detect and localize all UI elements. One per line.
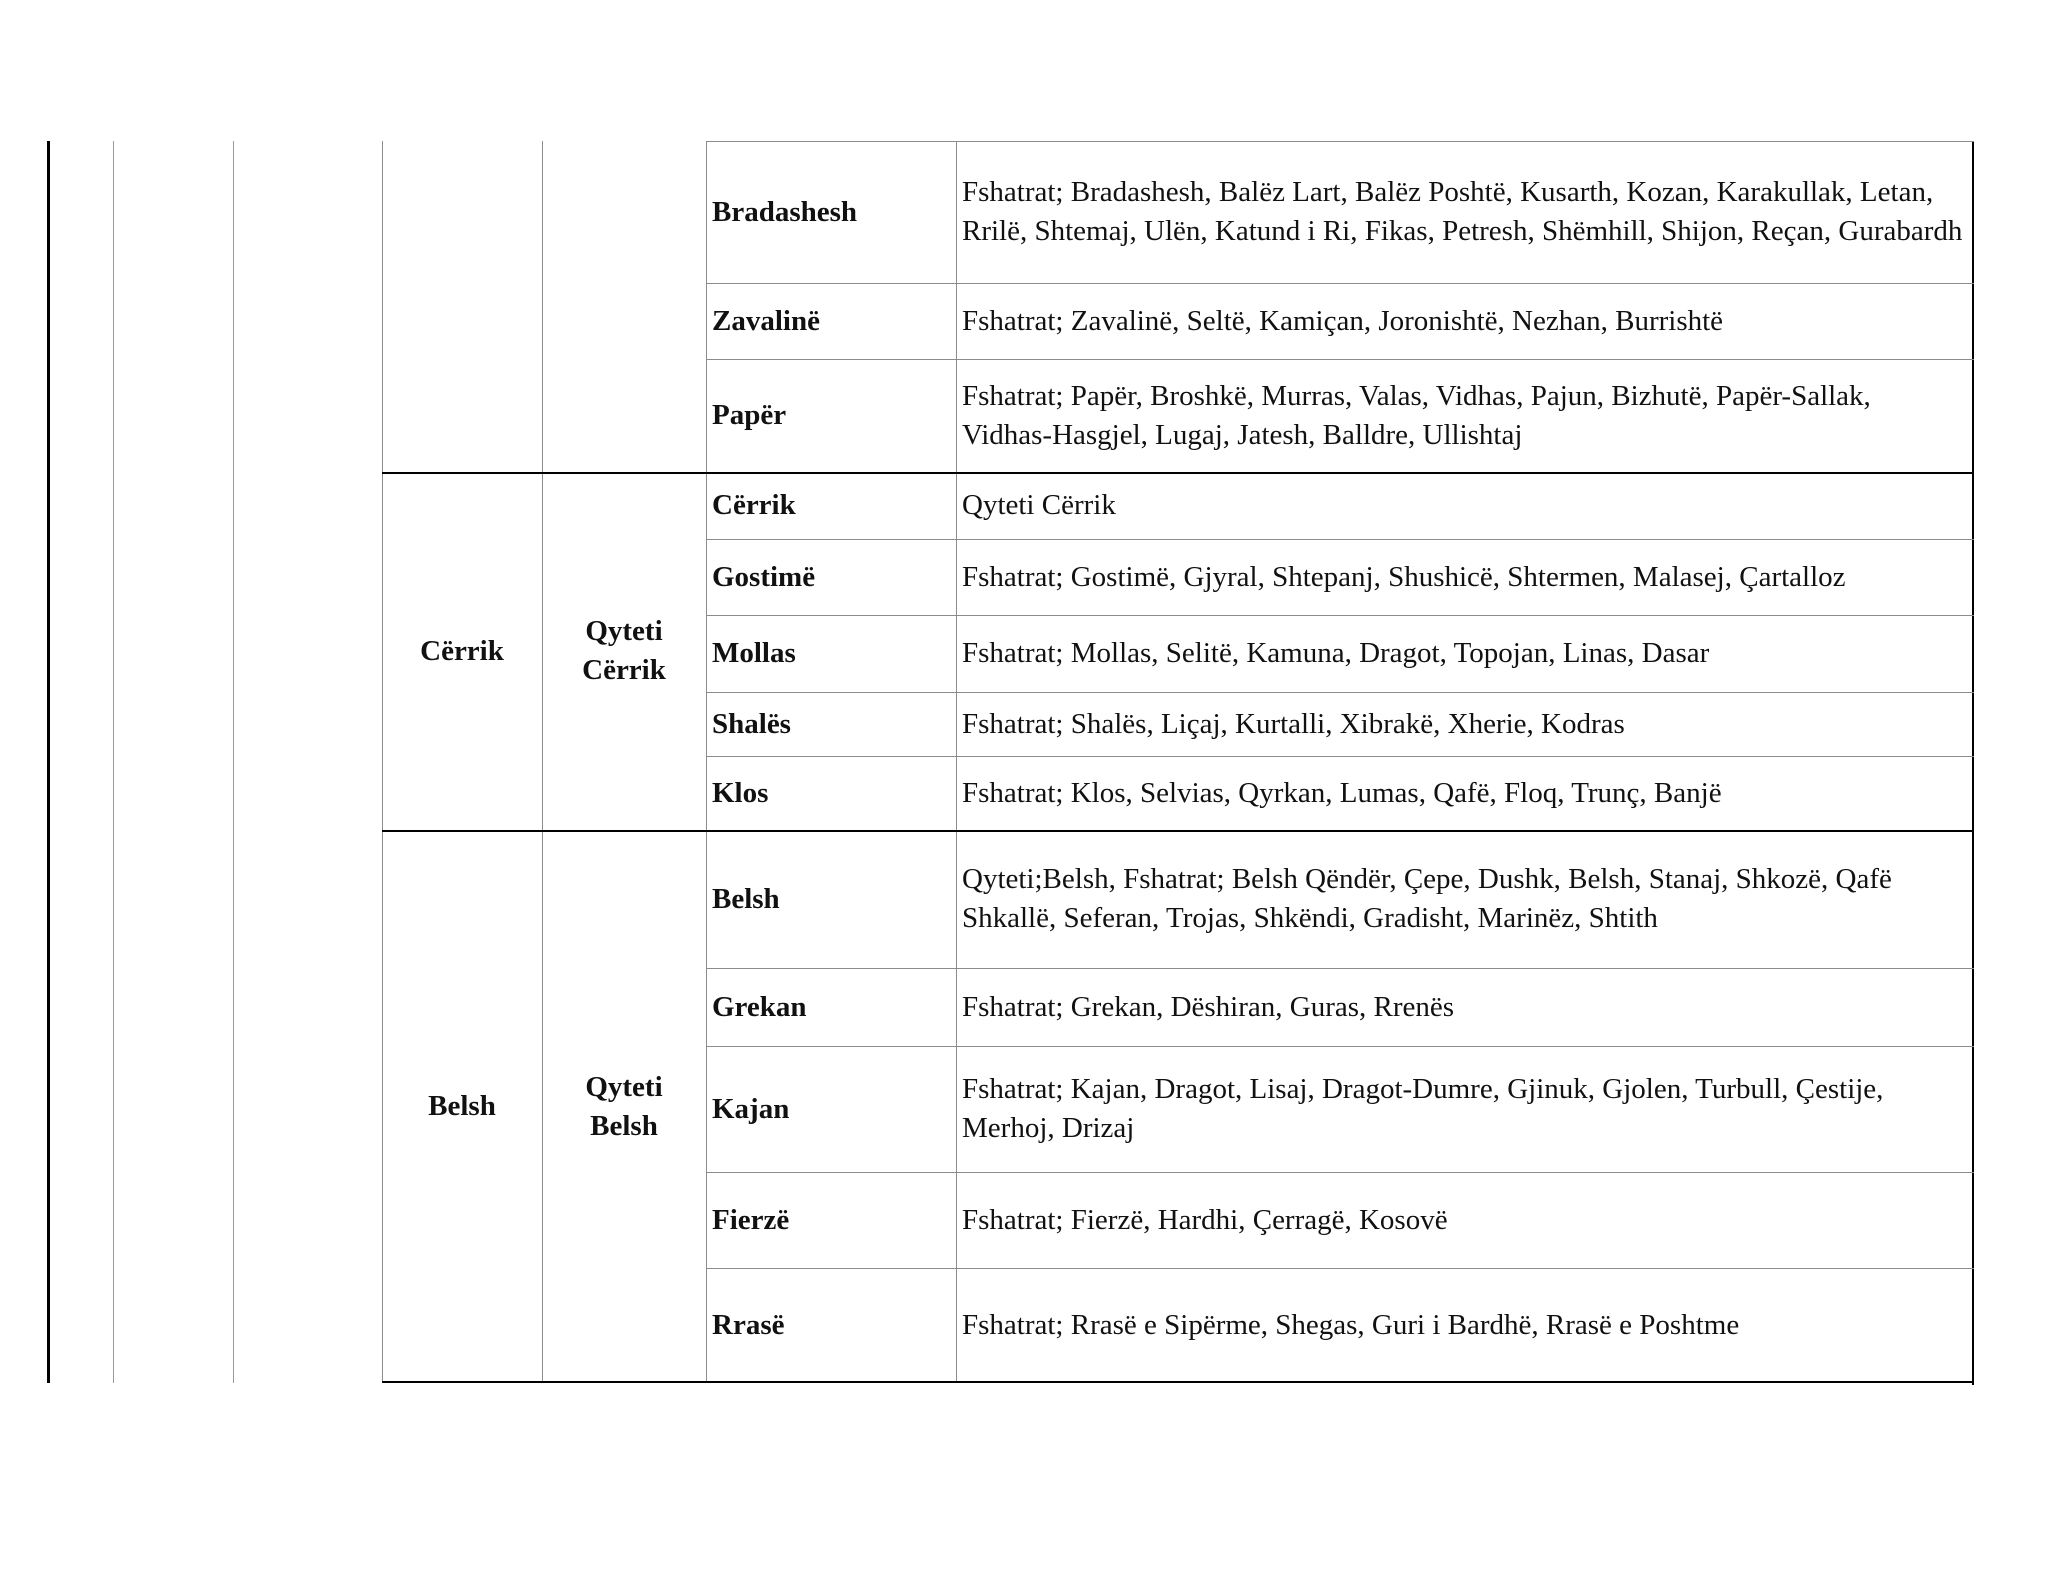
row-divider bbox=[706, 1268, 1974, 1269]
column-rule bbox=[113, 141, 114, 1383]
municipality-table bbox=[382, 141, 1975, 1383]
row-divider bbox=[706, 756, 1974, 757]
town-cell bbox=[542, 830, 706, 1383]
row-divider bbox=[706, 359, 1974, 360]
unit-cell: Bradashesh bbox=[712, 195, 858, 228]
villages-cell: Fshatrat; Grekan, Dëshiran, Guras, Rrenës bbox=[962, 990, 1455, 1023]
column-rule-outer bbox=[47, 141, 50, 1383]
villages-cell: Qyteti Cërrik bbox=[962, 489, 1116, 521]
unit-cell: Gostimë bbox=[712, 560, 816, 593]
row-divider bbox=[706, 692, 1974, 693]
table-border-right bbox=[1972, 141, 1974, 1385]
group-divider bbox=[382, 830, 1974, 832]
unit-cell: Shalës bbox=[712, 707, 791, 740]
group-divider bbox=[382, 472, 1974, 474]
table-border-bottom bbox=[382, 1381, 1974, 1383]
row-divider bbox=[706, 141, 1974, 142]
town-cell bbox=[542, 141, 706, 472]
table-border-left bbox=[382, 141, 383, 1383]
villages-cell: Fshatrat; Gostimë, Gjyral, Shtepanj, Shushicë, Shtermen, Malasej, Çartalloz bbox=[962, 560, 1846, 593]
row-divider bbox=[706, 1046, 1974, 1047]
unit-cell: Grekan bbox=[712, 990, 807, 1023]
column-divider bbox=[956, 141, 957, 1383]
villages-cell: Fshatrat; Shalës, Liçaj, Kurtalli, Xibrakë, Xherie, Kodras bbox=[962, 707, 1625, 740]
town-name: Qyteti Belsh bbox=[585, 1070, 663, 1142]
town-name: Qyteti Cërrik bbox=[582, 615, 666, 686]
villages-cell: Fshatrat; Kajan, Dragot, Lisaj, Dragot-Dumre, Gjinuk, Gjolen, Turbull, Çestije, Merhoj, Drizaj bbox=[962, 1073, 1884, 1144]
villages-cell: Fshatrat; Mollas, Selitë, Kamuna, Dragot, Topojan, Linas, Dasar bbox=[962, 637, 1710, 669]
town-cell bbox=[542, 472, 706, 830]
district-cell bbox=[382, 472, 542, 830]
column-rule bbox=[233, 141, 234, 1383]
column-divider bbox=[706, 141, 707, 1383]
row-divider bbox=[706, 283, 1974, 284]
villages-cell: Fshatrat; Klos, Selvias, Qyrkan, Lumas, Qafë, Floq, Trunç, Banjë bbox=[962, 776, 1722, 809]
district-cell bbox=[382, 830, 542, 1383]
row-divider bbox=[706, 1172, 1974, 1173]
unit-cell: Papër bbox=[712, 399, 787, 431]
district-cell bbox=[382, 141, 542, 472]
row-divider bbox=[706, 968, 1974, 969]
villages-cell: Fshatrat; Zavalinë, Seltë, Kamiçan, Joronishtë, Nezhan, Burrishtë bbox=[962, 304, 1724, 337]
unit-cell: Fierzë bbox=[712, 1203, 790, 1236]
district-name: Belsh bbox=[428, 1090, 496, 1122]
villages-cell: Fshatrat; Fierzë, Hardhi, Çerragë, Kosovë bbox=[962, 1203, 1448, 1236]
villages-cell: Fshatrat; Bradashesh, Balëz Lart, Balëz Poshtë, Kusarth, Kozan, Karakullak, Letan, Rrilë, Shtemaj, Ulën, Katund i Ri, Fikas, Petresh, Shëmhill, Shijon, Reçan, Gurabardh bbox=[962, 176, 1963, 247]
unit-cell: Zavalinë bbox=[712, 304, 820, 337]
unit-cell: Klos bbox=[712, 776, 769, 809]
villages-cell: Qyteti;Belsh, Fshatrat; Belsh Qëndër, Çepe, Dushk, Belsh, Stanaj, Shkozë, Qafë Shkallë, Seferan, Trojas, Shkëndi, Gradisht, Marinëz, Shtith bbox=[962, 863, 1892, 934]
unit-cell: Mollas bbox=[712, 637, 796, 669]
villages-cell: Fshatrat; Papër, Broshkë, Murras, Valas, Vidhas, Pajun, Bizhutë, Papër-Sallak, Vidhas-Hasgjel, Lugaj, Jatesh, Balldre, Ullishtaj bbox=[962, 379, 1871, 451]
unit-cell: Belsh bbox=[712, 882, 780, 915]
row-divider bbox=[706, 539, 1974, 540]
villages-cell: Fshatrat; Rrasë e Sipërme, Shegas, Guri i Bardhë, Rrasë e Poshtme bbox=[962, 1309, 1740, 1341]
unit-cell: Kajan bbox=[712, 1092, 790, 1125]
district-name: Cërrik bbox=[420, 634, 504, 667]
unit-cell: Cërrik bbox=[712, 489, 796, 521]
column-divider bbox=[542, 141, 543, 1383]
row-divider bbox=[706, 615, 1974, 616]
unit-cell: Rrasë bbox=[712, 1309, 785, 1341]
